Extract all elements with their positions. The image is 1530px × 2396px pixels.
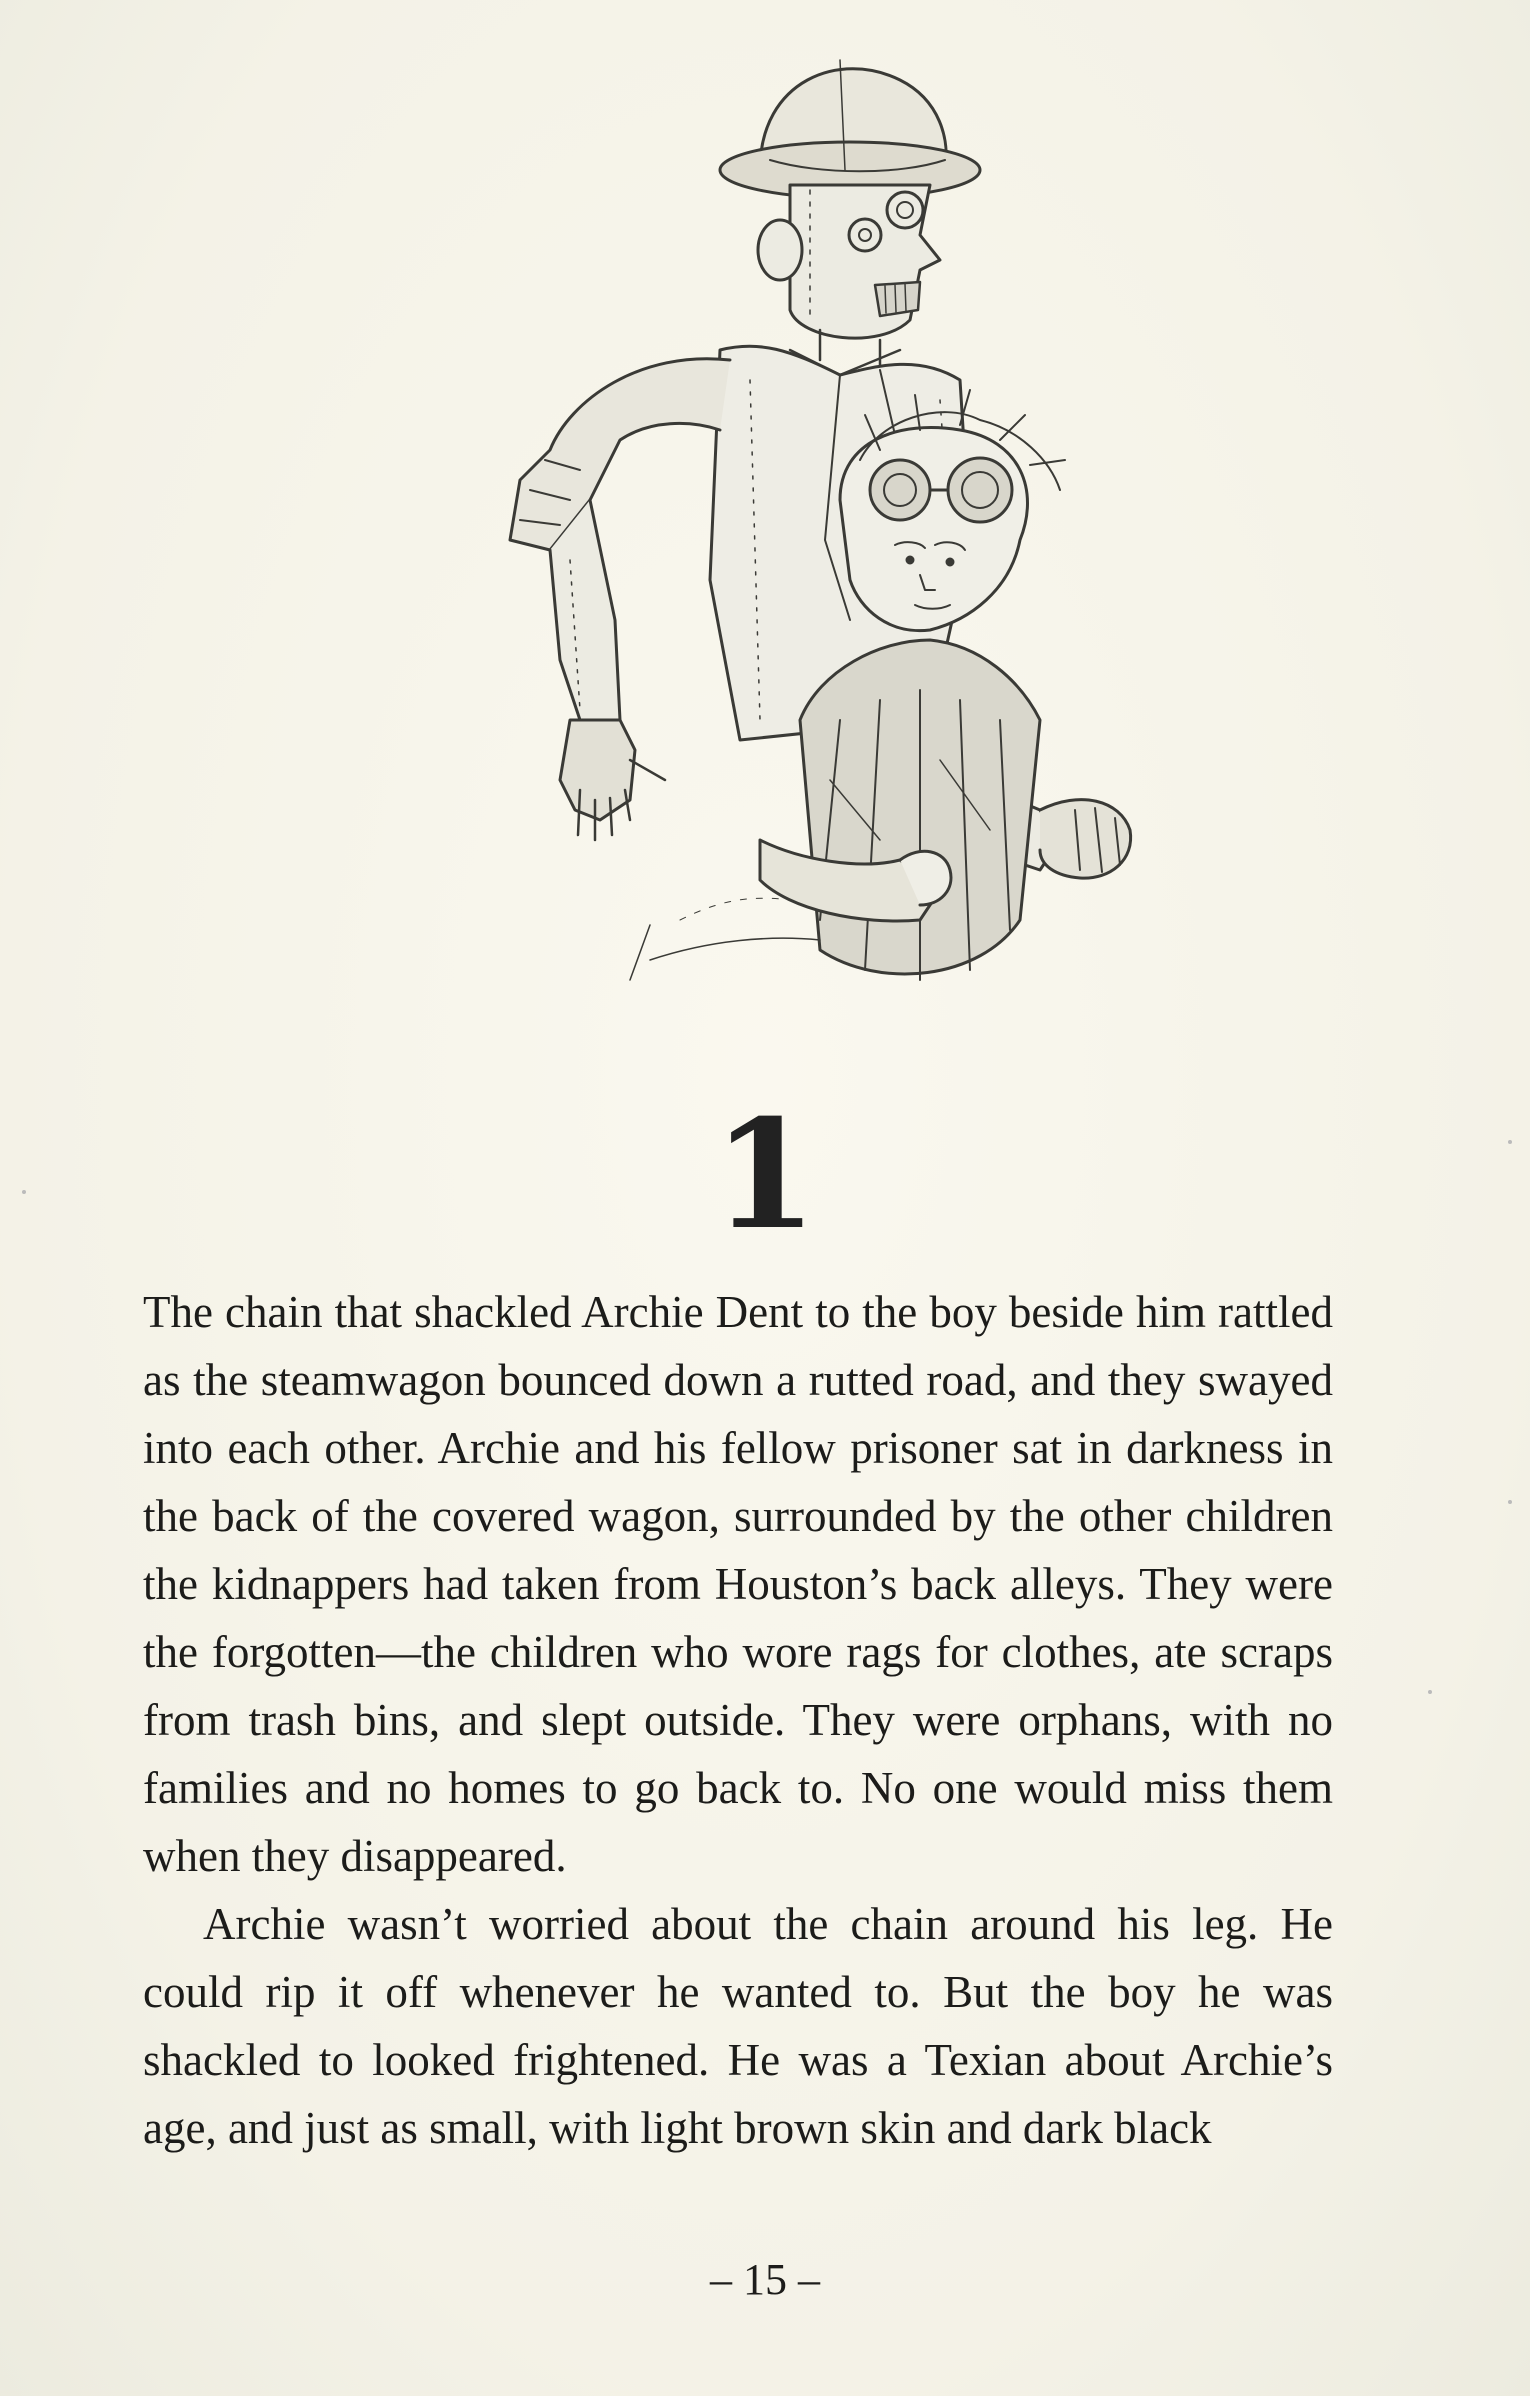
paper-speck: [22, 1190, 26, 1194]
chapter-body-text: [143, 1278, 1333, 2162]
bowler-hat-icon: [720, 60, 980, 198]
robot-and-boy-illustration-icon: [320, 20, 1170, 1080]
paragraph: The chain that shackled Archie Dent to the boy beside him rattled as the steamwagon bounced down a rutted road, and they swayed into each other. Archie and his fellow prisoner sat in darkness in the back of the covered wagon, surrounded by the other children the kidnappers had taken from Houston’s back alleys. They were the forgotten—the children who wore rags for clothes, ate scraps from trash bins, and slept outside. They were orphans, with no families and no homes to go back to. No one would miss them when they disappeared.: [143, 1287, 1333, 1881]
robot-hand-icon: [560, 720, 665, 840]
chapter-number: 1: [712, 1087, 818, 1263]
paper-speck: [1428, 1690, 1432, 1694]
robot-arm-icon: [510, 359, 730, 720]
paragraph: Archie wasn’t worried about the chain around his leg. He could rip it off whenever he wanted to. But the boy he was shackled to looked frightened. He was a Texian about Archie’s age, and just as small, with light brown skin and dark black: [143, 1899, 1333, 2153]
paper-speck: [1508, 1140, 1512, 1144]
robot-head-icon: [758, 185, 940, 338]
chapter-illustration: [320, 20, 1170, 1080]
page-number: – 15 –: [710, 2255, 820, 2304]
paper-speck: [1508, 1500, 1512, 1504]
